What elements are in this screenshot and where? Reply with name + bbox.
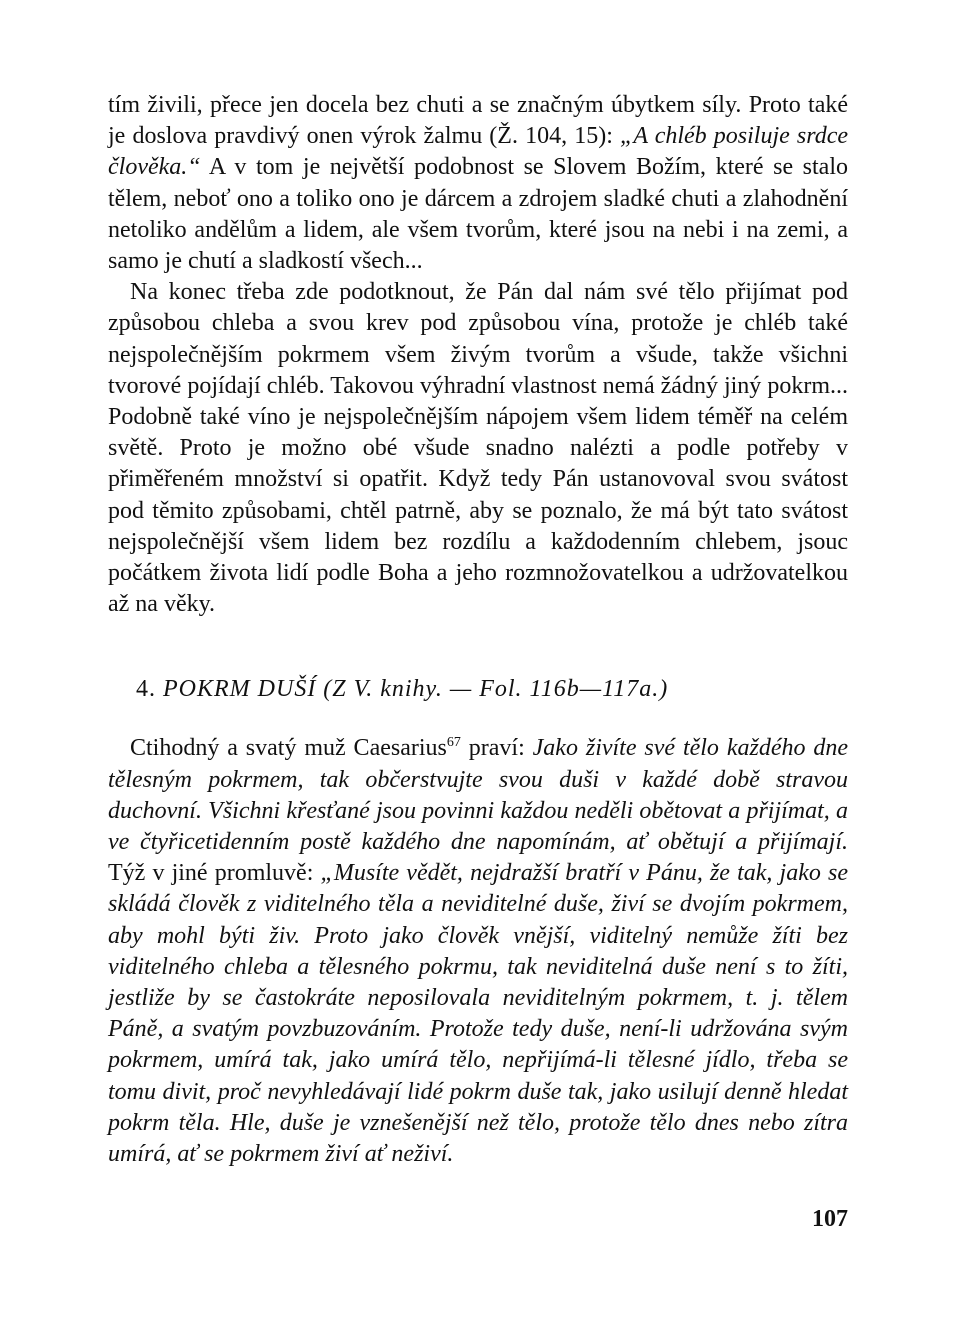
paragraph-caesarius xyxy=(108,733,848,1170)
continuation-text: tím živili, přece jen docela bez chuti a se značným úbytkem síly. Proto také je doslova pravdivý onen výrok žalmu (Ž. 104, 15): xyxy=(108,92,848,150)
footnote-reference: 67 xyxy=(446,735,461,751)
caesarius-says: praví: xyxy=(460,735,533,762)
continuation-rest-text: A v tom je největší podobnost se Slovem Božím, které se stalo tělem, neboť ono a toliko ono je dárcem a zdrojem sladké chuti a zlahodnění netoliko andělům a lidem, ale všem tvorům, které jsou na nebi i na zemi, a samo je chutí a sladkostí všech... xyxy=(108,154,848,275)
psalm-quote: „A chléb posiluje srdce člověka.“ xyxy=(108,123,849,181)
page-number: 107 xyxy=(812,1206,848,1232)
section-number: 4. xyxy=(136,676,156,703)
caesarius-middle: Týž v jiné promluvě: xyxy=(108,860,321,887)
paragraph-bread-and-wine: Na konec třeba zde podotknout, že Pán dal nám své tělo přijímat pod způsobou chleba a svou krev pod způsobou vína, protože je chléb také nejspolečnějším pokrmem všem živým tvorům a všude, takže všichni tvorové pojídají chléb. Takovou výhradní vlastnost nemá žádný jiný pokrm... Podobně také víno je nejspolečnějším nápojem všem lidem téměř na celém světě. Proto je možno obé všude snadno nalézti a podle potřeby v přiměřeném množství si opatřit. Když tedy Pán ustanovoval svou svátost pod těmito způsobami, chtěl patrně, aby se poznalo, že má být tato svátost nejspolečnější všem lidem bez rozdílu a každodenním chlebem, jsouc počátkem života lidí podle Boha a jeho rozmnožovatelkou a udržovatelkou až na věky. xyxy=(108,279,848,618)
book-page xyxy=(108,90,848,1170)
section-body xyxy=(108,733,848,1170)
section-title: POKRM DUŠÍ (Z V. knihy. — Fol. 116b—117a.) xyxy=(163,676,669,703)
section-heading xyxy=(136,674,848,705)
caesarius-intro: Ctihodný a svatý muž Caesarius xyxy=(130,735,447,762)
caesarius-quote-two: „Musíte vědět, nejdražší bratří v Pánu, že tak, jako se skládá člověk z viditelného těla a neviditelné duše, živí se dvojím pokrmem, aby mohl býti živ. Proto jako člověk vnější, viditelný nemůže žíti bez viditelného chleba a tělesného pokrmu, tak neviditelná duše není s to žíti, jestliže by se častokráte neposilovala neviditelným pokrmem, t. j. tělem Páně, a svatým povzbuzováním. Protože tedy duše, není-li udržována svým pokrmem, umírá tak, jako umírá tělo, nepřijímá-li tělesné jídlo, třeba se tomu divit, proč nevyhledávají lidé pokrm duše tak, jako usilují denně hledat pokrm těla. Hle, duše je vznešenější než tělo, protože tělo dnes nebo zítra umírá, ať se pokrmem živí ať neživí. xyxy=(108,860,848,1168)
caesarius-quote-one: Jako živíte své tělo každého dne tělesným pokrmem, tak občerstvujte svou duši v každé době stravou duchovní. Všichni křesťané jsou povinni každou neděli obětovat a přijímat, a ve čtyřicetidenním postě každého dne napomínám, ať obětují a přijímají. xyxy=(108,735,849,856)
paragraph-continuation xyxy=(108,90,848,277)
